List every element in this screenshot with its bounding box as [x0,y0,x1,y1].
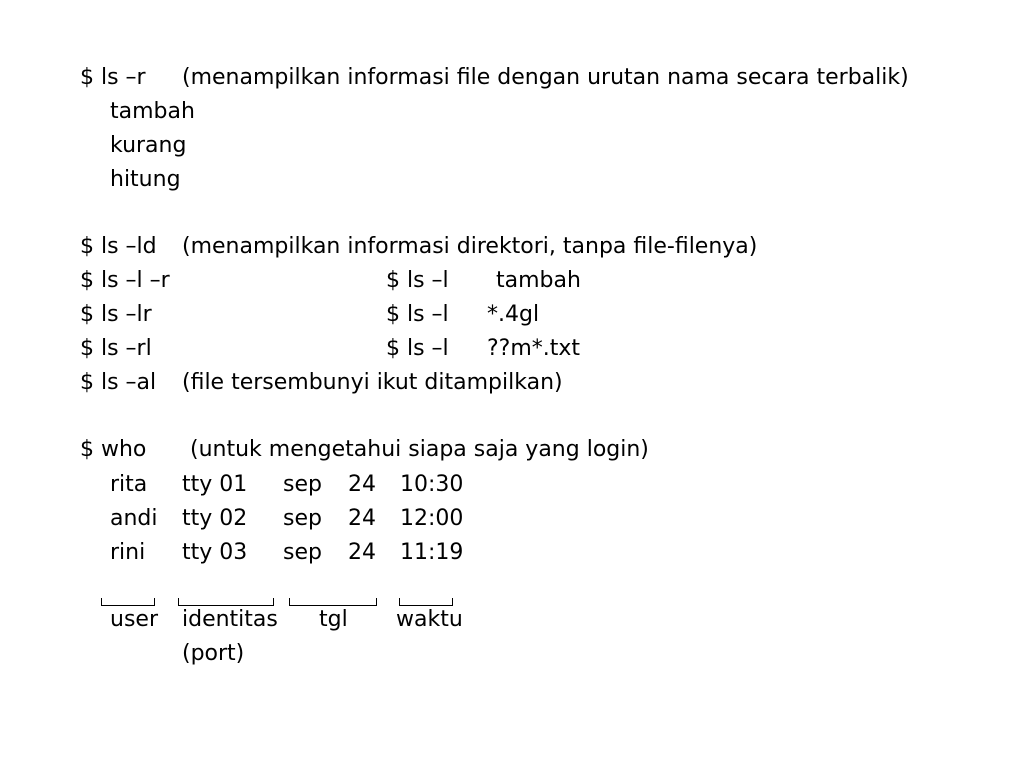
legend-user: user [110,607,158,632]
cmd-variant-arg: ??m*.txt [487,336,581,361]
bracket-user [101,598,155,606]
who-month: sep [283,540,322,565]
cmd-variant-left: $ ls –rl [80,336,152,361]
cmd-variant-left: $ ls –l –r [80,268,170,293]
output-item: kurang [110,133,187,158]
who-month: sep [283,506,322,531]
bracket-tgl [289,598,377,606]
who-user: rita [110,472,148,497]
who-tty: tty 02 [182,506,248,531]
who-day: 24 [348,472,376,497]
who-tty: tty 03 [182,540,248,565]
output-item: hitung [110,167,181,192]
cmd-variant-arg: *.4gl [487,302,540,327]
cmd-variant-left: $ ls –lr [80,302,152,327]
who-time: 10:30 [400,472,464,497]
legend-waktu: waktu [396,607,463,632]
who-time: 12:00 [400,506,464,531]
who-day: 24 [348,540,376,565]
cmd-ls-ld: $ ls –ld [80,234,157,259]
cmd-variant-arg: tambah [496,268,581,293]
cmd-variant-right: $ ls –l [386,302,449,327]
who-month: sep [283,472,322,497]
desc-ls-ld: (menampilkan informasi direktori, tanpa file-filenya) [182,234,758,259]
cmd-who: $ who [80,437,147,462]
cmd-ls-r: $ ls –r [80,65,146,90]
who-time: 11:19 [400,540,464,565]
bracket-waktu [399,598,453,606]
output-item: tambah [110,99,195,124]
who-user: rini [110,540,146,565]
cmd-ls-al: $ ls –al [80,370,157,395]
bracket-identitas [178,598,274,606]
desc-ls-r: (menampilkan informasi file dengan urutan nama secara terbalik) [182,65,909,90]
who-user: andi [110,506,158,531]
legend-identitas: identitas [182,607,278,632]
legend-tgl: tgl [319,607,348,632]
desc-ls-al: (file tersembunyi ikut ditampilkan) [182,370,563,395]
cmd-variant-right: $ ls –l [386,336,449,361]
who-tty: tty 01 [182,472,248,497]
cmd-variant-right: $ ls –l [386,268,449,293]
legend-port: (port) [182,641,245,666]
desc-who: (untuk mengetahui siapa saja yang login) [190,437,649,462]
who-day: 24 [348,506,376,531]
